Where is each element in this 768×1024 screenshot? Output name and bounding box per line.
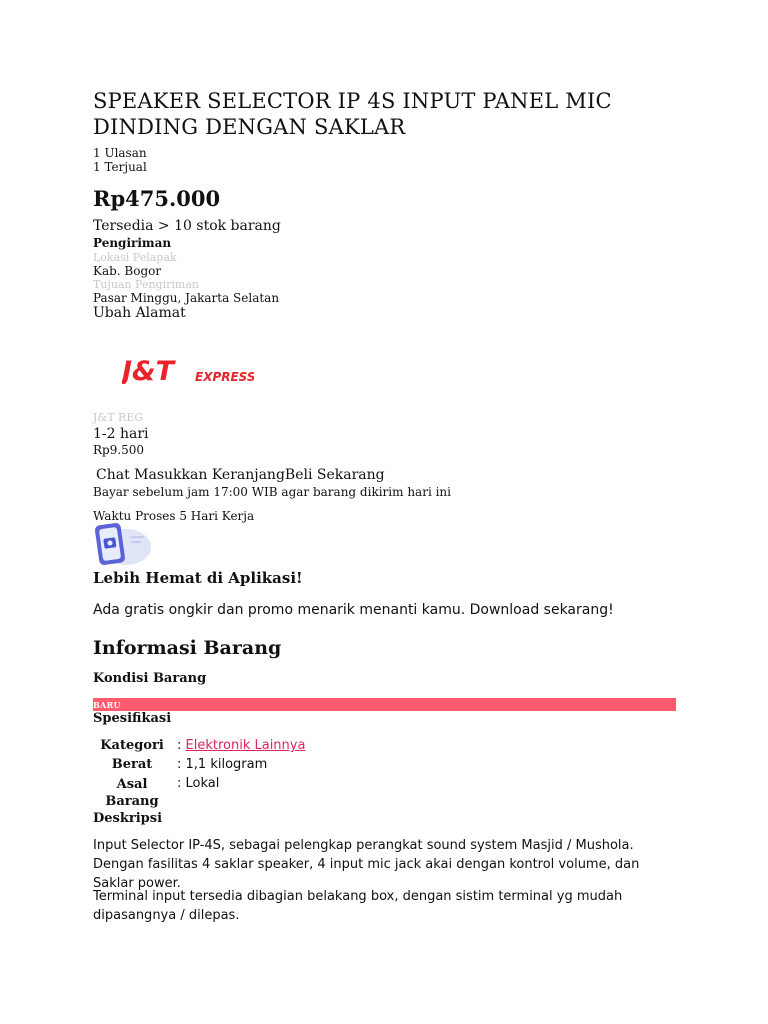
- condition-heading: Kondisi Barang: [93, 671, 207, 686]
- description-paragraph: Input Selector IP-4S, sebagai pelengkap perangkat sound system Masjid / Mushola. Dengan fasilitas 4 saklar speaker, 4 input mic jack akai dengan kontrol volume, dan Saklar power.: [93, 838, 640, 891]
- info-heading: Informasi Barang: [93, 637, 282, 659]
- courier-logo: [122, 350, 254, 388]
- spec-heading: Spesifikasi: [93, 711, 172, 726]
- spec-row: [93, 774, 305, 812]
- review-count[interactable]: 1 Ulasan: [93, 146, 147, 160]
- buy-now-button[interactable]: Beli Sekarang: [284, 467, 385, 483]
- shipping-cost: Rp9.500: [93, 443, 145, 457]
- app-promo-heading: Lebih Hemat di Aplikasi!: [93, 569, 303, 587]
- description-paragraph: Terminal input tersedia dibagian belakang box, dengan sistim terminal yg mudah dipasangnya / dilepas.: [93, 889, 623, 923]
- condition-badge: [93, 698, 676, 711]
- spec-row: [93, 755, 305, 774]
- spec-value: : 1,1 kilogram: [177, 757, 268, 772]
- svg-text:EXPRESS: EXPRESS: [195, 370, 254, 384]
- origin-value: Kab. Bogor: [93, 264, 162, 278]
- product-title: SPEAKER SELECTOR IP 4S INPUT PANEL MIC DINDING DENGAN SAKLAR: [93, 89, 612, 139]
- condition-value: BARU: [93, 700, 121, 710]
- change-address-link[interactable]: Ubah Alamat: [93, 305, 186, 321]
- spec-key: Berat: [111, 757, 153, 772]
- spec-key: Kategori: [100, 738, 164, 753]
- spec-value: : Lokal: [177, 776, 220, 791]
- stock-info: Tersedia > 10 stok barang: [93, 218, 281, 234]
- destination-label: Tujuan Pengiriman: [93, 278, 199, 291]
- add-to-cart-button[interactable]: Masukkan Keranjang: [134, 467, 285, 483]
- shipping-heading: Pengiriman: [93, 236, 172, 250]
- product-price: Rp475.000: [93, 186, 221, 211]
- process-time: Waktu Proses 5 Hari Kerja: [93, 509, 255, 523]
- delivery-eta: 1-2 hari: [93, 426, 149, 442]
- description-heading: Deskripsi: [93, 811, 163, 826]
- origin-label: Lokasi Pelapak: [93, 251, 177, 264]
- destination-value: Pasar Minggu, Jakarta Selatan: [93, 291, 280, 305]
- jnt-logo-icon: [122, 350, 254, 384]
- app-phone-icon: [93, 522, 153, 572]
- app-promo-text[interactable]: Ada gratis ongkir dan promo menarik menanti kamu. Download sekarang!: [93, 602, 614, 618]
- svg-text:J&T: J&T: [122, 356, 175, 384]
- category-link[interactable]: Elektronik Lainnya: [185, 738, 306, 753]
- sold-count: 1 Terjual: [93, 160, 147, 174]
- courier-service: J&T REG: [93, 411, 144, 424]
- spec-key: Asal Barang: [105, 777, 159, 809]
- action-row: [93, 467, 385, 483]
- cutoff-note: Bayar sebelum jam 17:00 WIB agar barang dikirim hari ini: [93, 485, 451, 499]
- chat-button[interactable]: Chat: [96, 467, 130, 483]
- spec-row: Kategori : Elektronik Lainnya: [93, 736, 305, 755]
- spec-table: [93, 736, 305, 812]
